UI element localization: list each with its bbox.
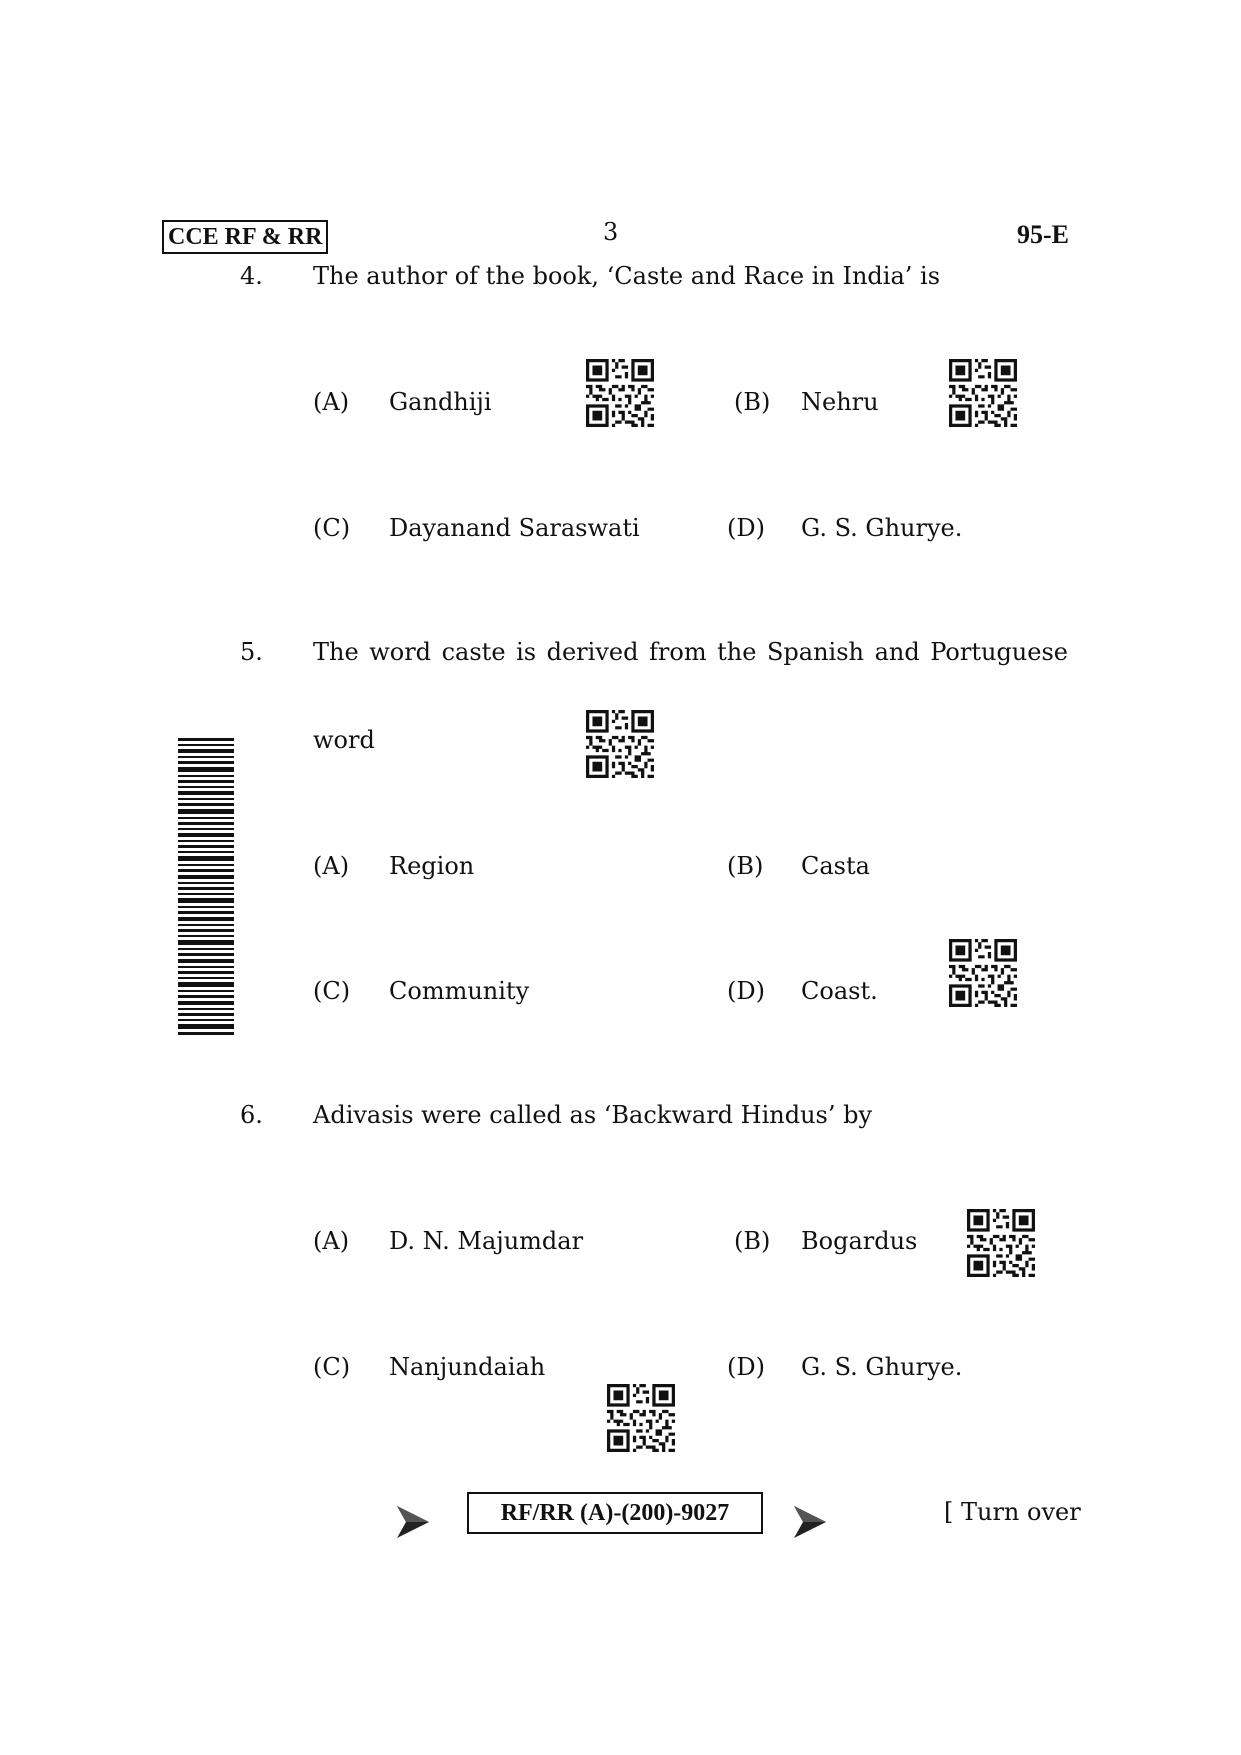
option-label: (C) bbox=[313, 514, 351, 542]
qr-code-icon bbox=[586, 359, 654, 427]
header-subject-box bbox=[162, 220, 328, 254]
footer-code-box bbox=[467, 1492, 763, 1534]
question-text: The author of the book, ‘Caste and Race in India’ is bbox=[313, 262, 941, 290]
option-text: Gandhiji bbox=[389, 388, 492, 416]
option-text: G. S. Ghurye. bbox=[801, 1353, 963, 1381]
option-label: (B) bbox=[734, 388, 771, 416]
paper-code: 95-E bbox=[1017, 220, 1069, 249]
question-text: Adivasis were called as ‘Backward Hindus’ by bbox=[313, 1101, 873, 1129]
option-text: Dayanand Saraswati bbox=[389, 514, 640, 542]
option-label: (A) bbox=[313, 852, 350, 880]
option-label: (A) bbox=[313, 388, 350, 416]
footer-code-label: RF/RR (A)-(200)-9027 bbox=[500, 1499, 730, 1526]
barcode-icon bbox=[178, 738, 234, 1038]
question-text: The word caste is derived from the Spanish and Portuguese bbox=[313, 638, 1068, 666]
option-text: Community bbox=[389, 977, 530, 1005]
qr-code-icon bbox=[586, 710, 654, 778]
turn-over-text: [ Turn over bbox=[944, 1498, 1081, 1526]
option-text: Nehru bbox=[801, 388, 879, 416]
option-label: (D) bbox=[727, 1353, 765, 1381]
qr-code-icon bbox=[949, 359, 1017, 427]
qr-code-icon bbox=[949, 939, 1017, 1007]
question-number: 5. bbox=[240, 638, 263, 666]
option-label: (D) bbox=[727, 977, 765, 1005]
option-label: (B) bbox=[734, 1227, 771, 1255]
option-label: (C) bbox=[313, 1353, 351, 1381]
option-label: (B) bbox=[727, 852, 764, 880]
page-number: 3 bbox=[603, 218, 619, 246]
option-label: (C) bbox=[313, 977, 351, 1005]
option-text: D. N. Majumdar bbox=[389, 1227, 584, 1255]
arrow-right-icon bbox=[397, 1504, 429, 1540]
option-label: (D) bbox=[727, 514, 765, 542]
header-subject-label: CCE RF & RR bbox=[168, 223, 323, 250]
option-text: Casta bbox=[801, 852, 870, 880]
question-number: 6. bbox=[240, 1101, 263, 1129]
option-label: (A) bbox=[313, 1227, 350, 1255]
qr-code-icon bbox=[607, 1384, 675, 1452]
qr-code-icon bbox=[967, 1209, 1035, 1277]
question-number: 4. bbox=[240, 262, 263, 290]
option-text: Coast. bbox=[801, 977, 878, 1005]
option-text: Nanjundaiah bbox=[389, 1353, 546, 1381]
option-text: G. S. Ghurye. bbox=[801, 514, 963, 542]
arrow-right-icon bbox=[794, 1504, 826, 1540]
option-text: Region bbox=[389, 852, 475, 880]
option-text: Bogardus bbox=[801, 1227, 918, 1255]
question-text-continued: word bbox=[313, 726, 375, 754]
